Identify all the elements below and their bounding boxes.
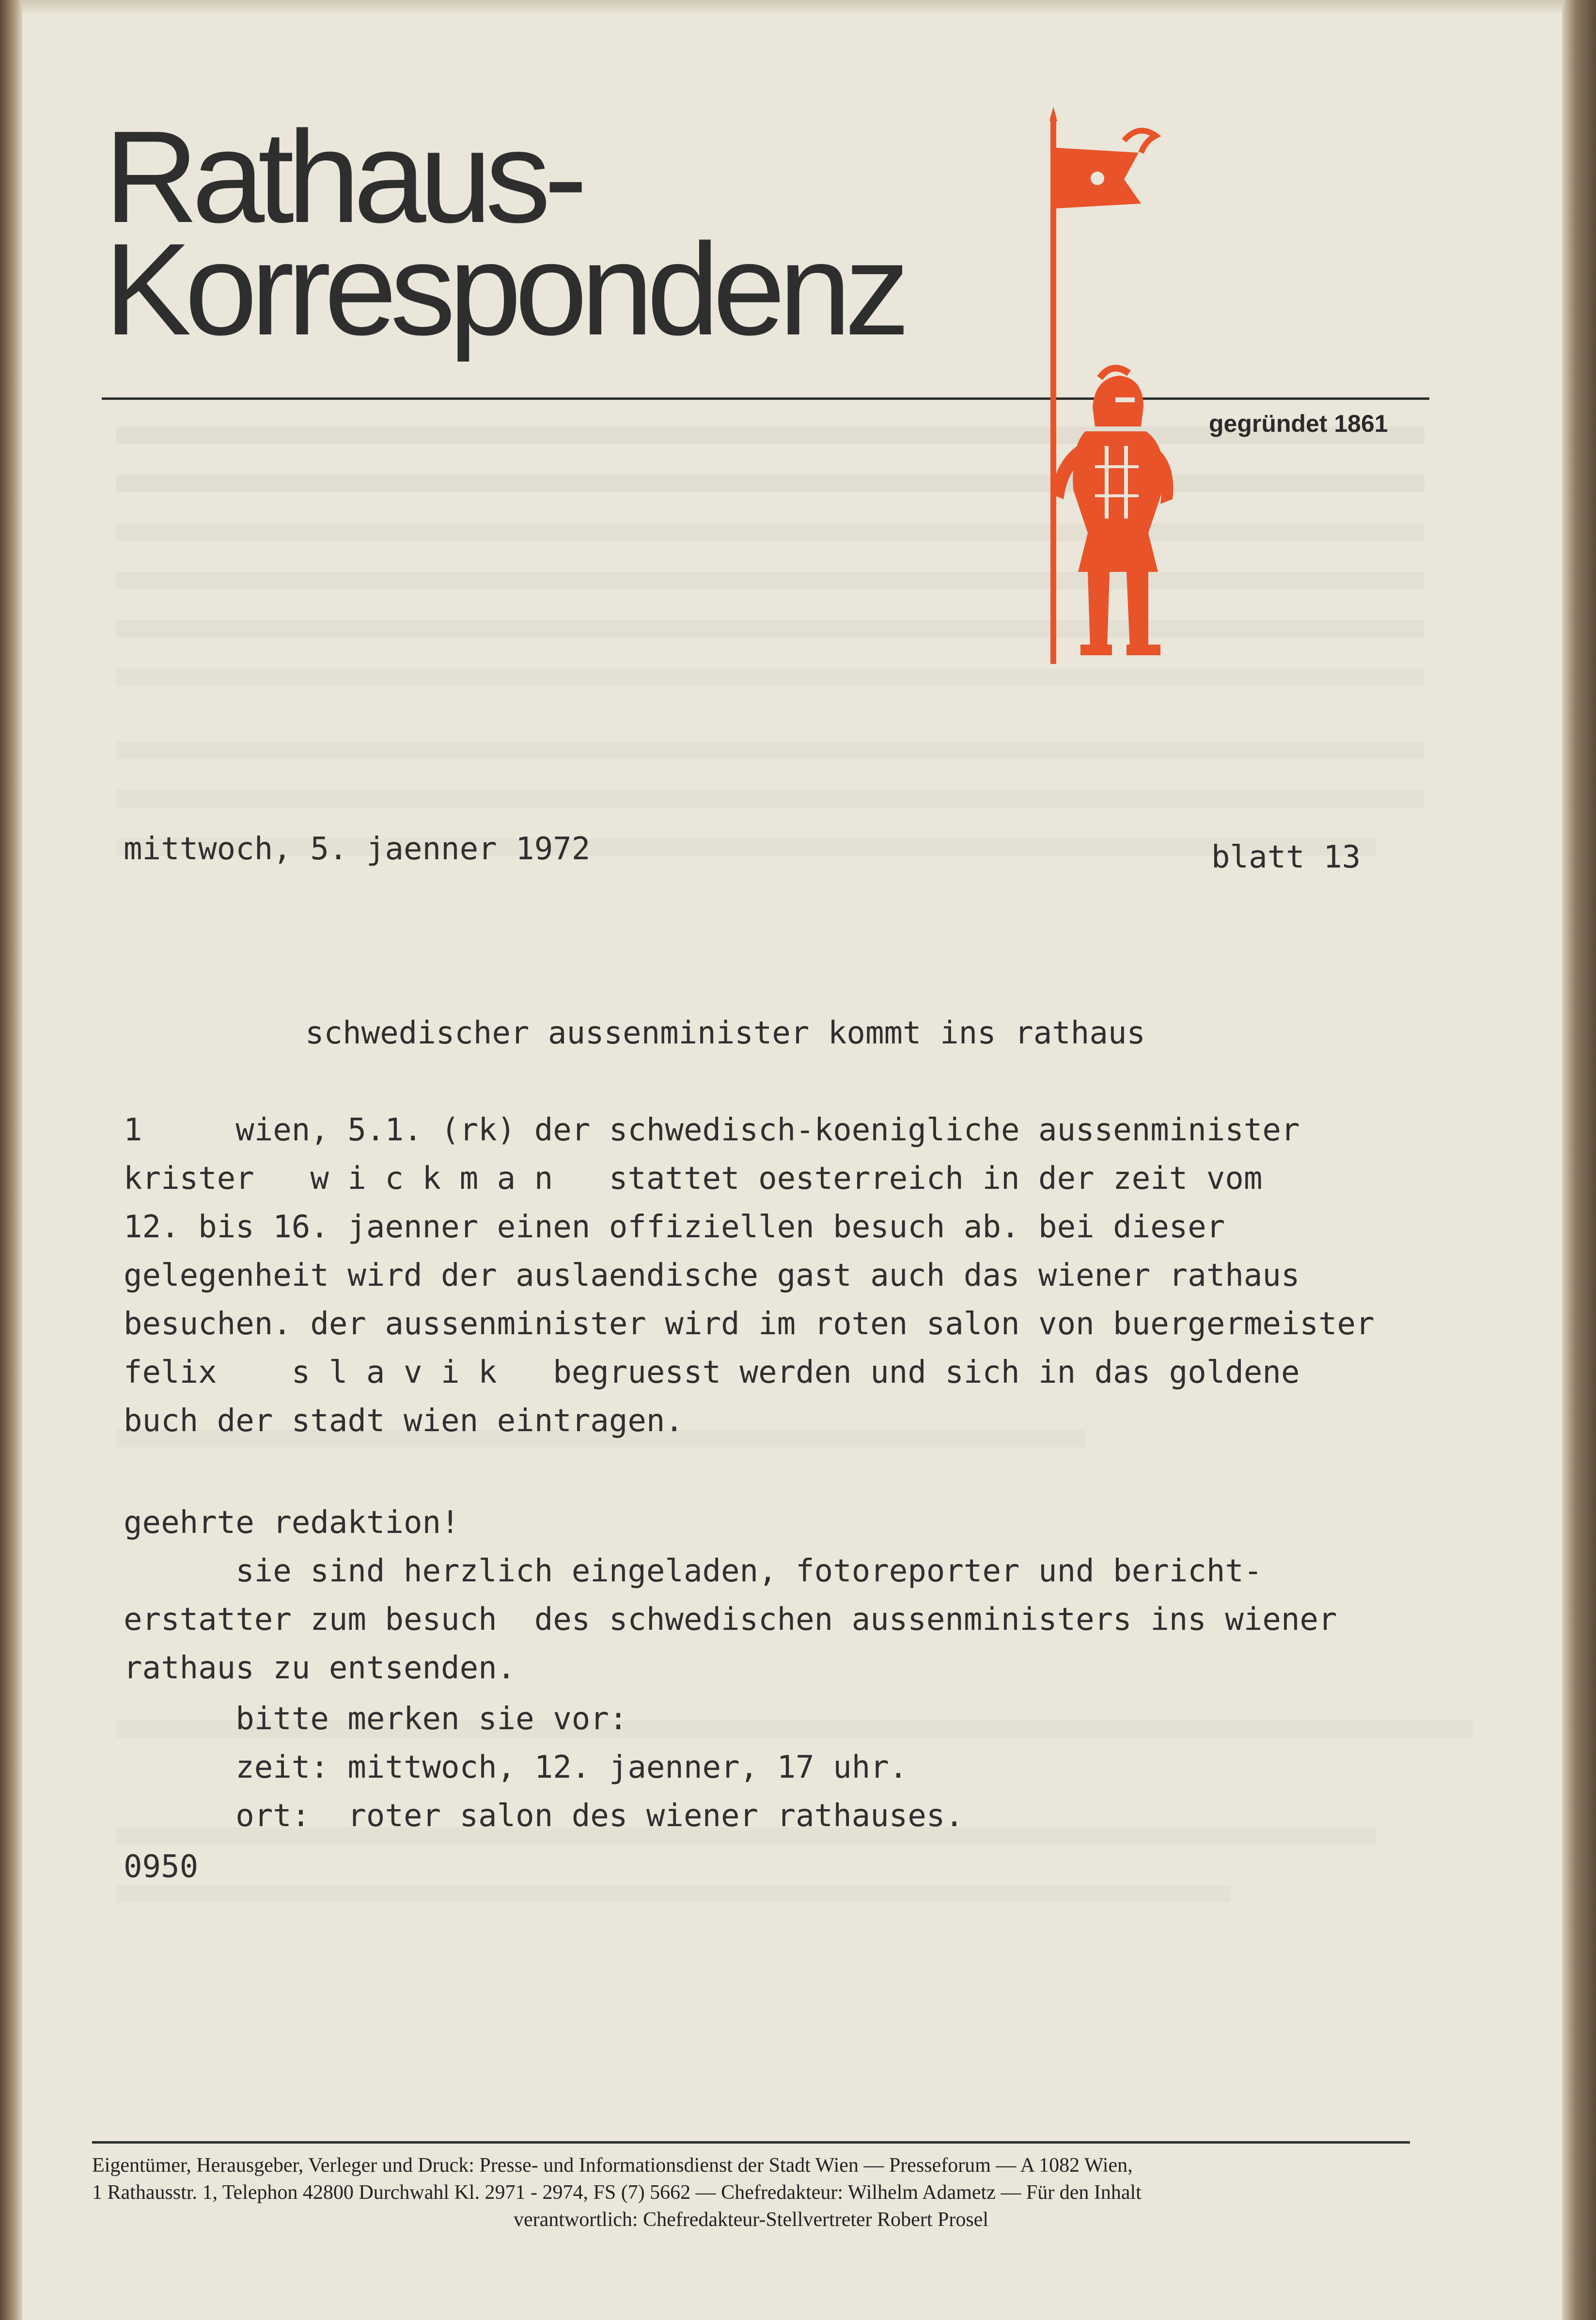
notice-line: bitte merken sie vor: — [124, 1701, 628, 1737]
founded-label: gegründet 1861 — [1209, 410, 1388, 437]
masthead-title — [104, 104, 904, 363]
notice-line: rathaus zu entsenden. — [124, 1650, 516, 1686]
article-line: besuchen. der aussenminister wird im roten salon von buergermeister — [124, 1306, 1375, 1342]
article-line: 1 wien, 5.1. (rk) der schwedisch-koenigliche aussenminister — [124, 1112, 1300, 1148]
footer-imprint — [92, 2152, 1410, 2233]
footer-line-3: verantwortlich: Chefredakteur-Stellvertreter Robert Prosel — [514, 2209, 988, 2231]
article-line: krister w i c k m a n stattet oesterreich in der zeit vom — [124, 1161, 1263, 1197]
rathausmann-knight-icon — [979, 107, 1192, 664]
issue-date: mittwoch, 5. jaenner 1972 — [124, 831, 591, 867]
notice-code: 0950 — [124, 1849, 199, 1885]
masthead-rule — [102, 397, 1429, 400]
article-headline: schwedischer aussenminister kommt ins rathaus — [305, 1015, 1145, 1051]
footer-line-2: 1 Rathausstr. 1, Telephon 42800 Durchwahl Kl. 2971 - 2974, FS (7) 5662 — Chefredakteur: Wilhelm Adametz — Für den Inhalt — [92, 2181, 1142, 2204]
masthead-line-1: Rathaus- — [104, 104, 581, 250]
page-top-edge — [0, 0, 1596, 15]
binding-shadow — [0, 0, 22, 2320]
article-line: felix s l a v i k begruesst werden und sich in das goldene — [124, 1355, 1300, 1390]
notice-line: ort: roter salon des wiener rathauses. — [124, 1798, 964, 1834]
notice-line: zeit: mittwoch, 12. jaenner, 17 uhr. — [124, 1750, 908, 1785]
article-line: gelegenheit wird der auslaendische gast auch das wiener rathaus — [124, 1258, 1300, 1294]
notice-line: sie sind herzlich eingeladen, fotoreporter und bericht- — [124, 1553, 1263, 1589]
page-right-edge — [1562, 0, 1596, 2320]
article-line: 12. bis 16. jaenner einen offiziellen besuch ab. bei dieser — [124, 1209, 1225, 1245]
footer-rule — [92, 2141, 1410, 2144]
masthead-line-2: Korrespondenz — [104, 217, 904, 363]
footer-line-1: Eigentümer, Herausgeber, Verleger und Druck: Presse- und Informationsdienst der Stadt Wien — Presseforum — A 1082 Wien, — [92, 2154, 1133, 2177]
notice-line: geehrte redaktion! — [124, 1505, 460, 1541]
sheet-number: blatt 13 — [1211, 839, 1361, 875]
article-line: buch der stadt wien eintragen. — [124, 1403, 684, 1439]
notice-line: erstatter zum besuch des schwedischen aussenministers ins wiener — [124, 1602, 1337, 1638]
